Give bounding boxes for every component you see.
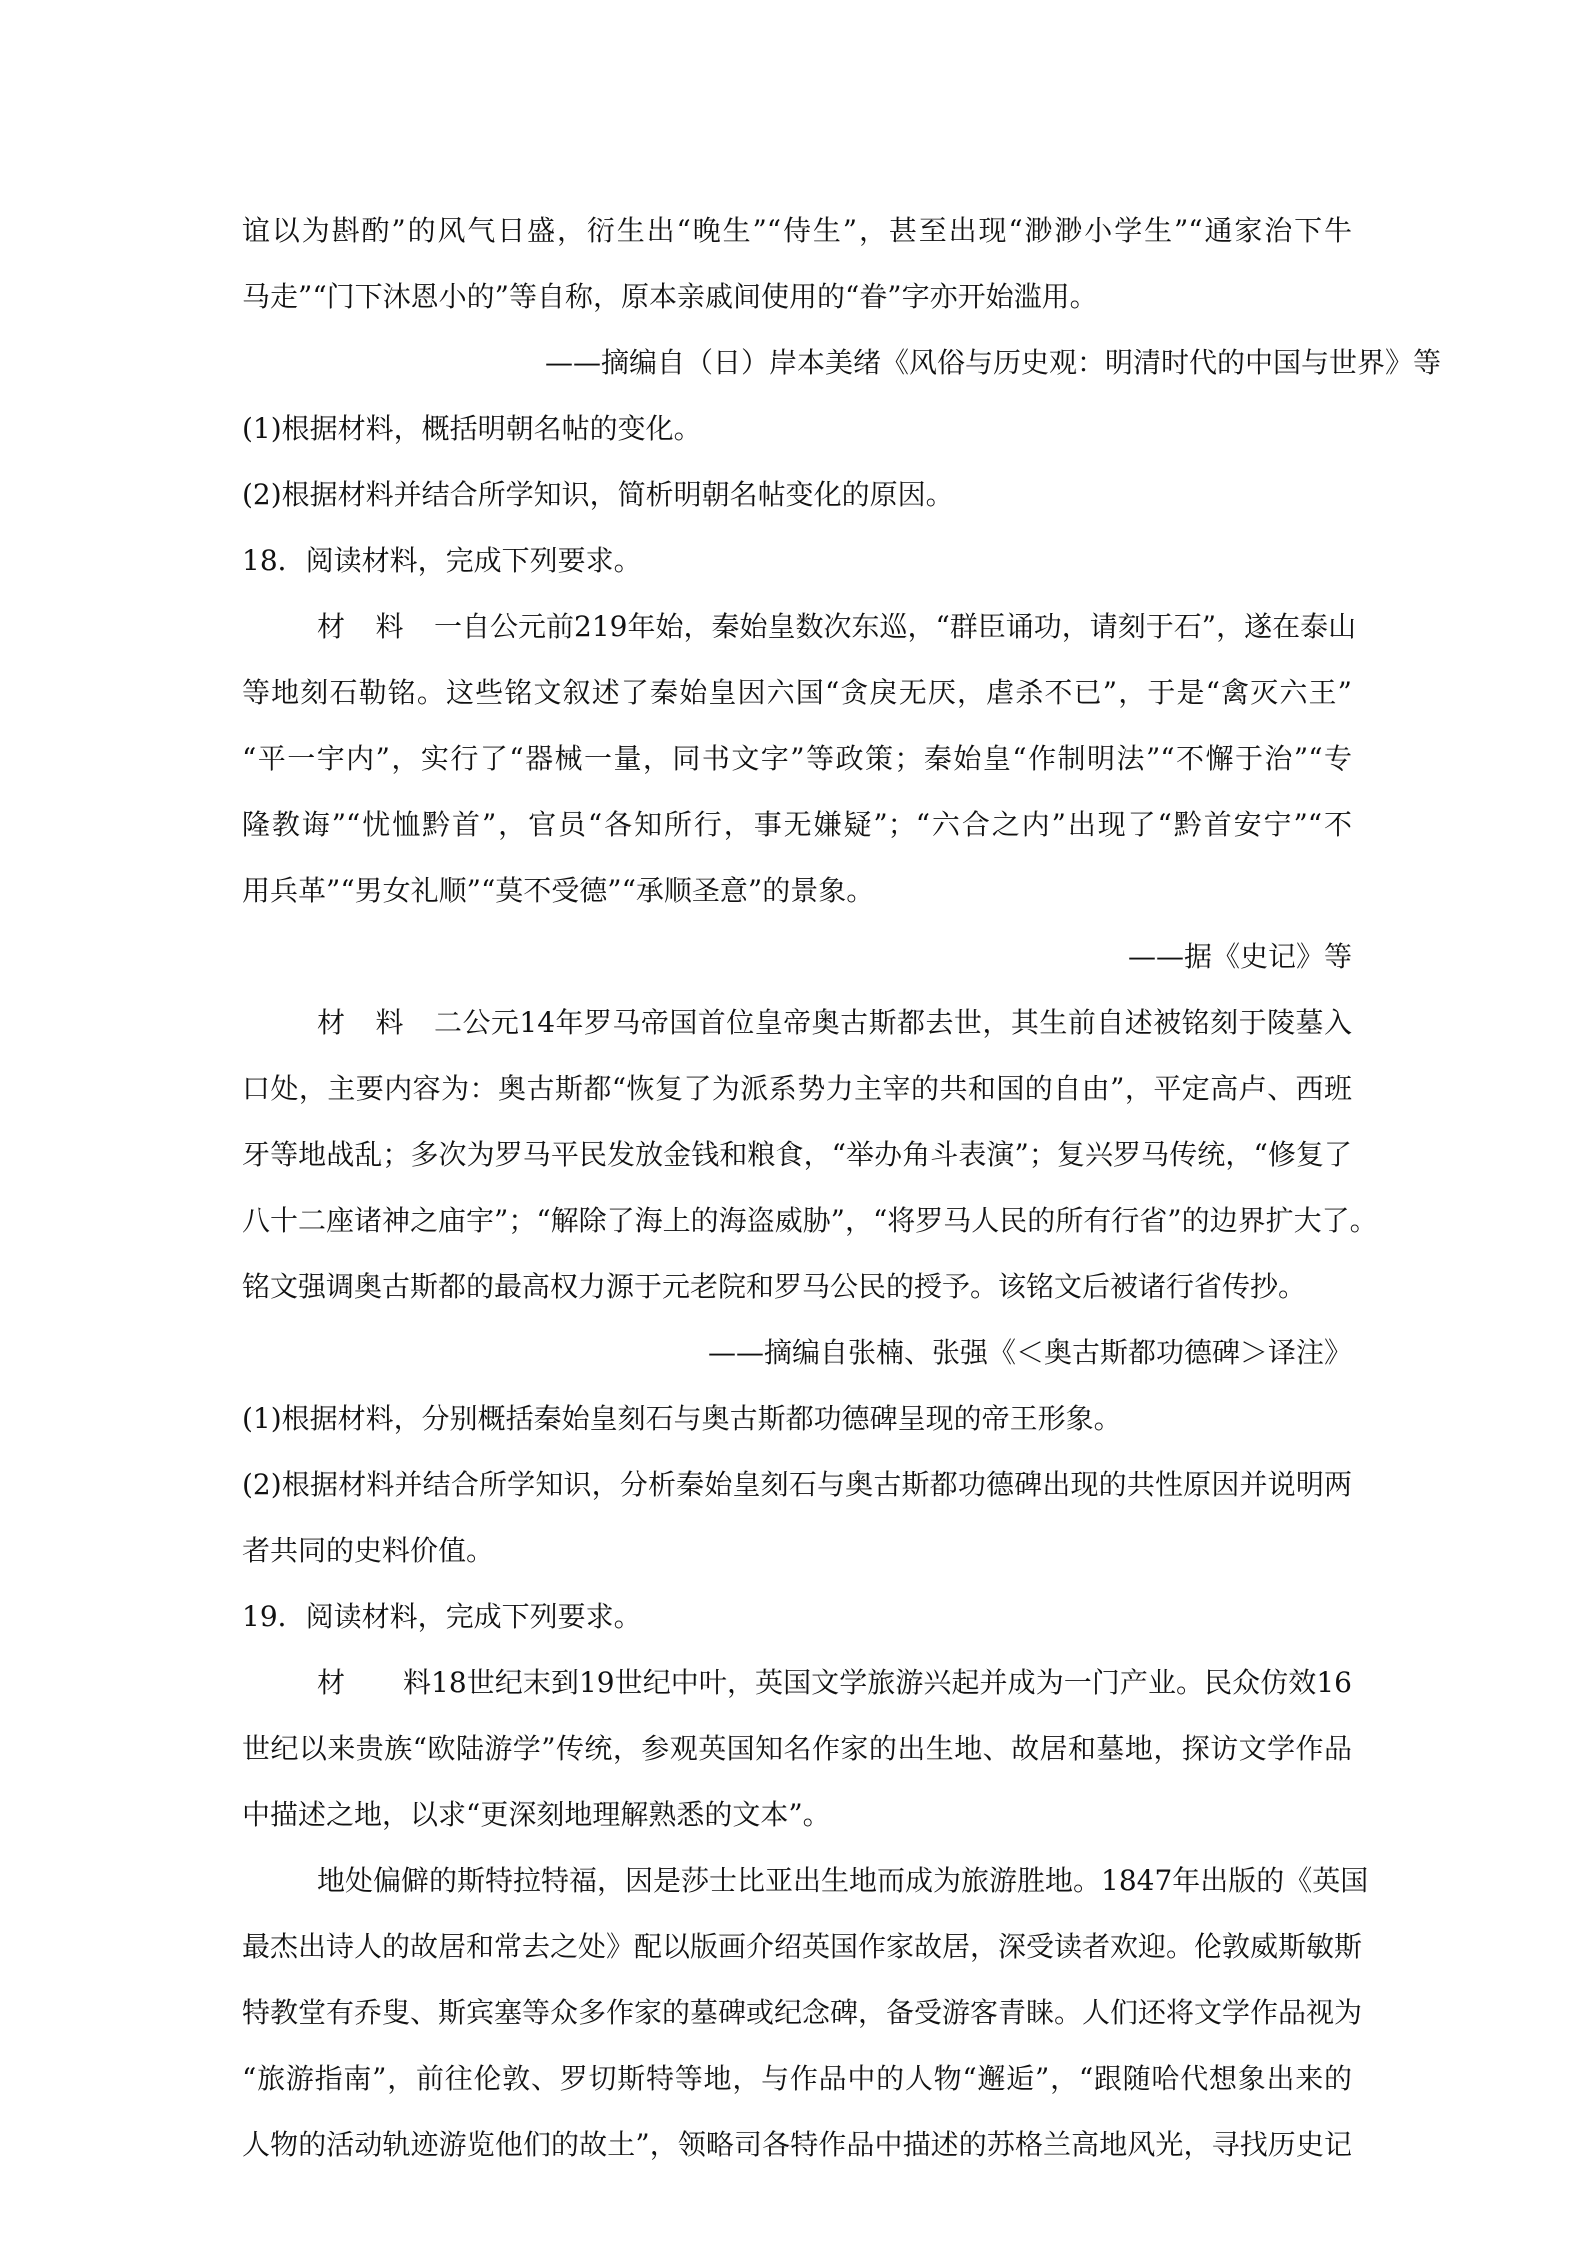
paragraph-line: 马走”“门下沐恩小的”等自称，原本亲戚间使用的“眷”字亦开始滥用。 [242,280,1098,313]
paragraph-line: 世纪以来贵族“欧陆游学”传统，参观英国知名作家的出生地、故居和墓地，探访文学作品 [242,1732,1352,1765]
paragraph-line: 牙等地战乱；多次为罗马平民发放金钱和粮食，“举办角斗表演”；复兴罗马传统，“修复了 [242,1138,1352,1171]
question-18-sub-1: (1)根据材料，分别概括秦始皇刻石与奥古斯都功德碑呈现的帝王形象。 [242,1402,1122,1435]
question-18-sub-2: (2)根据材料并结合所学知识，分析秦始皇刻石与奥古斯都功德碑出现的共性原因并说明两 [242,1468,1352,1501]
source-citation: ——摘编自（日）岸本美绪《风俗与历史观：明清时代的中国与世界》等 [545,346,1442,379]
paragraph-line: 八十二座诸神之庙宇”；“解除了海上的海盗威胁”，“将罗马人民的所有行省”的边界扩大了。 [242,1204,1378,1237]
material-label: 材料二 [317,1006,462,1039]
document-page [242,198,1442,2178]
question-17-sub-1: (1)根据材料，概括明朝名帖的变化。 [242,412,702,445]
source-citation: ——摘编自张楠、张强《＜奥古斯都功德碑＞译注》 [707,1336,1352,1369]
paragraph-line: “旅游指南”，前往伦敦、罗切斯特等地，与作品中的人物“邂逅”，“跟随哈代想象出来的 [242,2062,1352,2095]
paragraph-line: 铭文强调奥古斯都的最高权力源于元老院和罗马公民的授予。该铭文后被诸行省传抄。 [242,1270,1307,1303]
question-19-title: 19．阅读材料，完成下列要求。 [242,1600,642,1633]
source-citation: ——据《史记》等 [1127,940,1352,973]
paragraph-line: 中描述之地，以求“更深刻地理解熟悉的文本”。 [242,1798,831,1831]
paragraph-line: 谊以为斟酌”的风气日盛，衍生出“晚生”“侍生”，甚至出现“渺渺小学生”“通家治下牛 [242,214,1352,247]
question-18-sub-2-continued: 者共同的史料价值。 [242,1534,495,1567]
paragraph-line: 等地刻石勒铭。这些铭文叙述了秦始皇因六国“贪戾无厌，虐杀不已”，于是“禽灭六王” [242,676,1352,709]
paragraph-line: 隆教诲”“忧恤黔首”，官员“各知所行，事无嫌疑”；“六合之内”出现了“黔首安宁”“不 [242,808,1352,841]
material-text: 公元14年罗马帝国首位皇帝奥古斯都去世，其生前自述被铭刻于陵墓入 [462,1006,1352,1039]
paragraph-line: 地处偏僻的斯特拉特福，因是莎士比亚出生地而成为旅游胜地。1847年出版的《英国 [317,1864,1369,1897]
material-label: 材料 [317,1666,431,1699]
paragraph-line: 人物的活动轨迹游览他们的故土”，领略司各特作品中描述的苏格兰高地风光，寻找历史记 [242,2128,1352,2161]
paragraph-line: 最杰出诗人的故居和常去之处》配以版画介绍英国作家故居，深受读者欢迎。伦敦威斯敏斯 [242,1930,1363,1963]
paragraph-line: “平一宇内”，实行了“器械一量，同书文字”等政策；秦始皇“作制明法”“不懈于治”“专 [242,742,1352,775]
material-2-first-line [242,990,1352,1056]
material-text: 自公元前219年始，秦始皇数次东巡，“群臣诵功，请刻于石”，遂在泰山 [462,610,1357,643]
question-18-title: 18．阅读材料，完成下列要求。 [242,544,642,577]
paragraph-line: 用兵革”“男女礼顺”“莫不受德”“承顺圣意”的景象。 [242,874,875,907]
material-first-line [242,1650,1352,1716]
material-label: 材料一 [317,610,462,643]
material-text: 18世纪末到19世纪中叶，英国文学旅游兴起并成为一门产业。民众仿效16 [431,1666,1352,1699]
question-17-sub-2: (2)根据材料并结合所学知识，简析明朝名帖变化的原因。 [242,478,954,511]
paragraph-line: 特教堂有乔叟、斯宾塞等众多作家的墓碑或纪念碑，备受游客青睐。人们还将文学作品视为 [242,1996,1363,2029]
material-1-first-line [242,594,1357,660]
paragraph-line: 口处，主要内容为：奥古斯都“恢复了为派系势力主宰的共和国的自由”，平定高卢、西班 [242,1072,1352,1105]
